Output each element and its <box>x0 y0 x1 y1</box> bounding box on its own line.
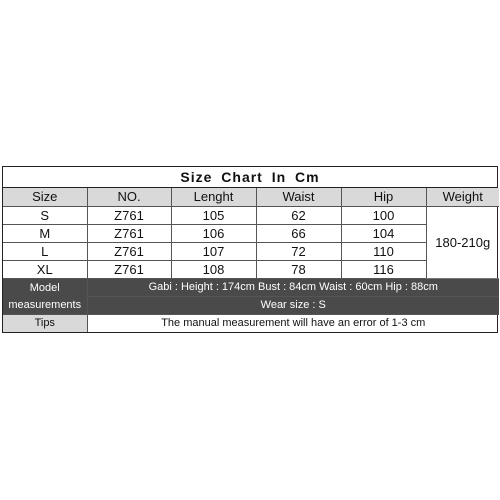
cell-waist: 62 <box>256 207 341 225</box>
table-row <box>3 243 499 261</box>
header-row <box>3 188 499 207</box>
model-info-line1: Gabi : Height : 174cm Bust : 84cm Waist : 60cm Hip : 88cm <box>87 279 499 297</box>
model-label <box>3 279 87 315</box>
table-row <box>3 207 499 225</box>
header-size: Size <box>3 188 87 207</box>
model-label-line1: Model <box>29 281 60 294</box>
cell-size: M <box>3 225 87 243</box>
model-info-line2: Wear size : S <box>87 297 499 315</box>
cell-weight: 180-210g <box>426 207 499 279</box>
cell-hip: 110 <box>341 243 426 261</box>
chart-title: Size Chart In Cm <box>3 167 497 188</box>
cell-length: 107 <box>171 243 256 261</box>
cell-no: Z761 <box>87 225 171 243</box>
header-weight: Weight <box>426 188 499 207</box>
header-no: NO. <box>87 188 171 207</box>
cell-waist: 72 <box>256 243 341 261</box>
tips-row <box>3 315 499 333</box>
header-waist: Waist <box>256 188 341 207</box>
cell-no: Z761 <box>87 243 171 261</box>
cell-waist: 66 <box>256 225 341 243</box>
cell-length: 108 <box>171 261 256 279</box>
cell-size: S <box>3 207 87 225</box>
cell-hip: 100 <box>341 207 426 225</box>
cell-no: Z761 <box>87 207 171 225</box>
cell-size: XL <box>3 261 87 279</box>
size-table <box>3 188 499 332</box>
header-length: Lenght <box>171 188 256 207</box>
cell-length: 105 <box>171 207 256 225</box>
table-row <box>3 225 499 243</box>
cell-no: Z761 <box>87 261 171 279</box>
tips-label: Tips <box>3 315 87 333</box>
cell-hip: 104 <box>341 225 426 243</box>
header-hip: Hip <box>341 188 426 207</box>
table-row <box>3 261 499 279</box>
tips-text: The manual measurement will have an error of 1-3 cm <box>87 315 499 333</box>
cell-hip: 116 <box>341 261 426 279</box>
model-row <box>3 279 499 297</box>
cell-length: 106 <box>171 225 256 243</box>
cell-size: L <box>3 243 87 261</box>
size-chart <box>2 166 498 333</box>
cell-waist: 78 <box>256 261 341 279</box>
model-label-line2: measurements <box>8 298 82 311</box>
